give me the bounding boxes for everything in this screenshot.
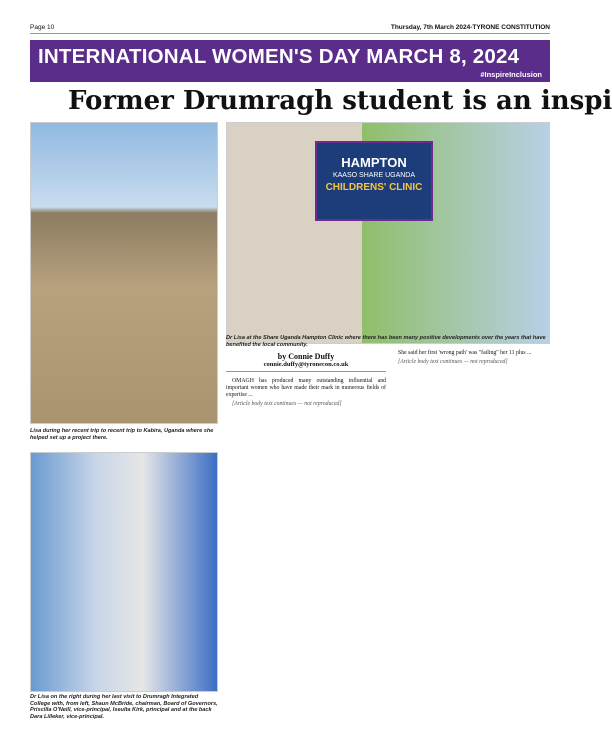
byline-name: by Connie Duffy xyxy=(277,352,335,361)
banner-title: INTERNATIONAL WOMEN'S DAY MARCH 8, 2024 xyxy=(38,45,520,68)
caption-clinic: Dr Lisa at the Share Uganda Hampton Clinic where there has been many positive developments over the years that have benefited the local community. xyxy=(226,335,546,348)
issue-date: Thursday, 7th March 2024-TYRONE CONSTITUTION xyxy=(390,24,550,31)
article-column-1 xyxy=(226,378,386,718)
banner-hashtag: #InspireInclusion xyxy=(480,70,542,79)
sign-line-kaaso: KAASO SHARE UGANDA xyxy=(332,172,416,179)
photo-uganda-group xyxy=(30,122,218,424)
caption-college-visit: Dr Lisa on the right during her last visit to Drumragh Integrated College with, from left, Shaun McBride, chairman, Board of Governors, Priscilla O'Neill, vice-principal, Iseulta Kirk, principal and at the back Dara Lilleker, vice-principal. xyxy=(30,694,218,720)
caption-uganda-group: Lisa during her recent trip to recent trip to Kabira, Uganda where she helped set up a project there. xyxy=(30,428,214,441)
article-headline: Former Drumragh student is an inspi xyxy=(68,86,612,116)
sign-line-hampton: HAMPTON xyxy=(341,155,407,170)
article-column-2 xyxy=(392,350,550,718)
sign-line-clinic: CHILDRENS' CLINIC xyxy=(325,182,423,193)
photo-clinic-sign xyxy=(226,122,550,344)
column-1-note: [Article body text continues — not reproduced] xyxy=(232,401,342,408)
clinic-sign xyxy=(315,141,433,221)
page-header xyxy=(30,22,550,34)
iwd-banner xyxy=(30,40,550,82)
byline-email: connie.duffy@tyronecon.co.uk xyxy=(263,361,349,368)
column-1-excerpt: OMAGH has produced many outstanding influential and important women who have made their mark in numerous fields of expertise ... xyxy=(226,378,386,399)
byline xyxy=(226,352,386,372)
column-2-note: [Article body text continues — not reproduced] xyxy=(398,358,508,365)
page-number: Page 10 xyxy=(30,24,55,31)
column-2-excerpt: She said her first 'wrong path' was "failing" her 11 plus ... xyxy=(398,350,532,356)
photo-college-visit xyxy=(30,452,218,692)
